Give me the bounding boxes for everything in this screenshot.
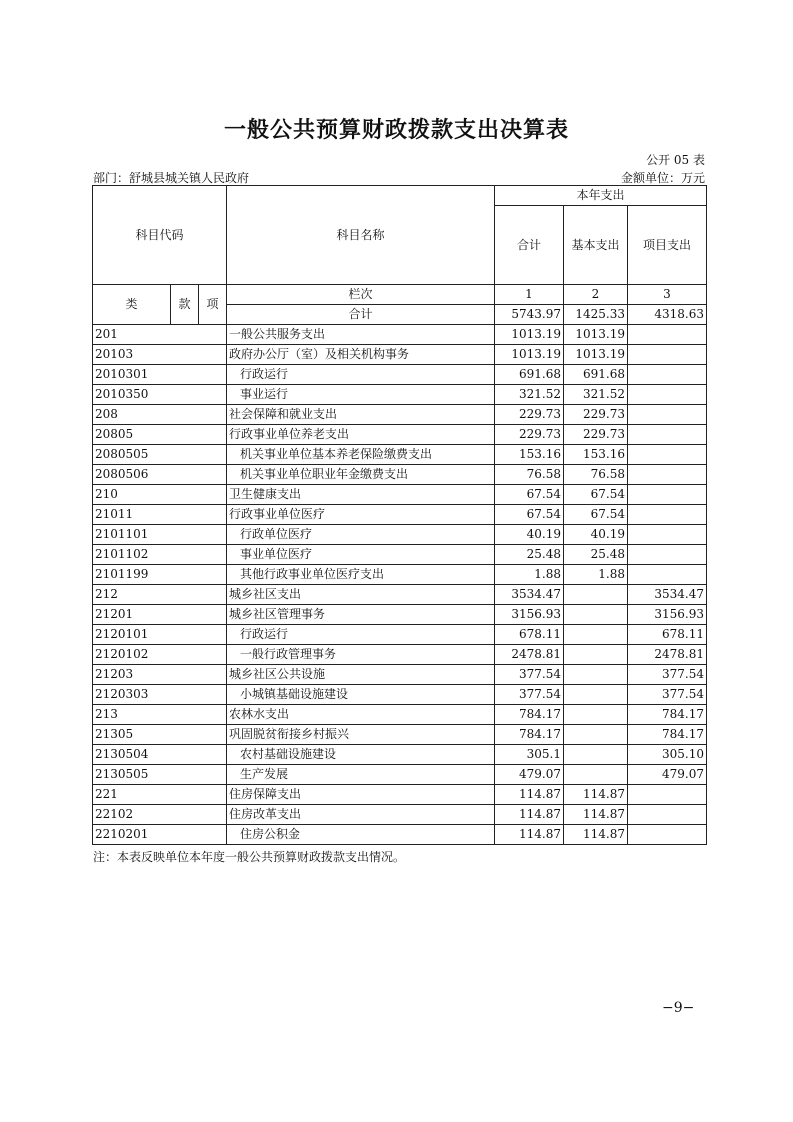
table-row [93,765,707,785]
table-row [93,525,707,545]
table-row [93,505,707,525]
row-total: 1.88 [495,565,564,585]
row-code: 2080505 [93,445,227,465]
row-project [628,325,707,345]
header-section: 款 [171,285,199,325]
row-code: 2130504 [93,745,227,765]
table-row [93,565,707,585]
row-code: 2120303 [93,685,227,705]
row-total: 1013.19 [495,325,564,345]
table-row [93,825,707,845]
row-code: 210 [93,485,227,505]
table-row [93,445,707,465]
row-total: 691.68 [495,365,564,385]
row-total: 377.54 [495,685,564,705]
row-total: 784.17 [495,705,564,725]
row-basic: 40.19 [564,525,628,545]
totals-total: 5743.97 [495,305,564,325]
row-total: 678.11 [495,625,564,645]
totals-label: 合计 [227,305,495,325]
header-project: 项目支出 [628,206,707,285]
row-name: 城乡社区管理事务 [227,605,495,625]
totals-project: 4318.63 [628,305,707,325]
row-name: 行政事业单位养老支出 [227,425,495,445]
table-row [93,705,707,725]
header-column-index: 栏次 [227,285,495,305]
header-item: 项 [199,285,227,325]
row-name: 城乡社区支出 [227,585,495,605]
row-name: 住房公积金 [227,825,495,845]
row-name: 行政运行 [227,365,495,385]
row-basic [564,685,628,705]
department-label: 部门：舒城县城关镇人民政府 [93,171,250,185]
row-project: 784.17 [628,725,707,745]
row-basic [564,645,628,665]
row-project [628,805,707,825]
row-basic: 229.73 [564,405,628,425]
row-name: 生产发展 [227,765,495,785]
row-project [628,545,707,565]
row-total: 76.58 [495,465,564,485]
row-total: 114.87 [495,825,564,845]
row-total: 305.1 [495,745,564,765]
table-row [93,425,707,445]
row-code: 2120102 [93,645,227,665]
row-project [628,445,707,465]
row-total: 229.73 [495,425,564,445]
row-name: 一般公共服务支出 [227,325,495,345]
row-basic: 67.54 [564,485,628,505]
row-code: 21201 [93,605,227,625]
row-total: 321.52 [495,385,564,405]
row-project [628,505,707,525]
table-row [93,785,707,805]
row-name: 事业运行 [227,385,495,405]
row-basic [564,585,628,605]
row-project: 305.10 [628,745,707,765]
row-basic [564,765,628,785]
row-code: 2080506 [93,465,227,485]
row-project: 678.11 [628,625,707,645]
table-row [93,345,707,365]
row-code: 2010301 [93,365,227,385]
row-project: 377.54 [628,665,707,685]
header-name: 科目名称 [227,186,495,285]
row-name: 机关事业单位职业年金缴费支出 [227,465,495,485]
row-basic [564,705,628,725]
row-total: 67.54 [495,505,564,525]
row-name: 农村基础设施建设 [227,745,495,765]
header-col1: 1 [495,285,564,305]
row-basic: 114.87 [564,825,628,845]
table-row [93,545,707,565]
header-total: 合计 [495,206,564,285]
row-project [628,565,707,585]
amount-unit-label: 金额单位：万元 [620,171,705,185]
row-total: 479.07 [495,765,564,785]
table-row [93,725,707,745]
row-project [628,465,707,485]
row-code: 21203 [93,665,227,685]
page-number: −9− [662,1000,695,1016]
row-code: 20805 [93,425,227,445]
header-row-index [93,285,707,305]
table-row [93,465,707,485]
row-total: 153.16 [495,445,564,465]
table-row [93,325,707,345]
row-project [628,825,707,845]
row-code: 2101199 [93,565,227,585]
row-basic: 321.52 [564,385,628,405]
row-code: 201 [93,325,227,345]
row-total: 3534.47 [495,585,564,605]
row-basic: 229.73 [564,425,628,445]
row-total: 67.54 [495,485,564,505]
row-name: 事业单位医疗 [227,545,495,565]
row-basic [564,665,628,685]
form-code: 公开 05 表 [646,153,705,167]
row-name: 其他行政事业单位医疗支出 [227,565,495,585]
table-row [93,805,707,825]
row-project: 479.07 [628,765,707,785]
row-name: 机关事业单位基本养老保险缴费支出 [227,445,495,465]
row-project: 3156.93 [628,605,707,625]
table-row [93,585,707,605]
row-name: 行政事业单位医疗 [227,505,495,525]
row-total: 377.54 [495,665,564,685]
row-basic: 1013.19 [564,345,628,365]
table-row [93,365,707,385]
row-code: 22102 [93,805,227,825]
row-project [628,525,707,545]
row-name: 农林水支出 [227,705,495,725]
header-col2: 2 [564,285,628,305]
totals-basic: 1425.33 [564,305,628,325]
row-name: 一般行政管理事务 [227,645,495,665]
row-total: 784.17 [495,725,564,745]
row-project [628,405,707,425]
row-code: 2210201 [93,825,227,845]
row-total: 3156.93 [495,605,564,625]
row-code: 213 [93,705,227,725]
row-code: 2101102 [93,545,227,565]
row-name: 政府办公厅（室）及相关机构事务 [227,345,495,365]
row-code: 2130505 [93,765,227,785]
row-code: 2101101 [93,525,227,545]
row-name: 住房保障支出 [227,785,495,805]
row-basic [564,605,628,625]
header-code: 科目代码 [93,186,227,285]
row-basic [564,745,628,765]
row-basic: 1.88 [564,565,628,585]
row-basic: 25.48 [564,545,628,565]
row-project [628,425,707,445]
row-basic: 153.16 [564,445,628,465]
row-total: 2478.81 [495,645,564,665]
row-name: 行政运行 [227,625,495,645]
row-basic: 114.87 [564,785,628,805]
footnote: 注：本表反映单位本年度一般公共预算财政拨款支出情况。 [93,850,406,864]
row-code: 208 [93,405,227,425]
row-code: 2120101 [93,625,227,645]
row-basic: 691.68 [564,365,628,385]
row-name: 卫生健康支出 [227,485,495,505]
row-basic: 114.87 [564,805,628,825]
header-year-expenditure: 本年支出 [495,186,707,206]
row-name: 城乡社区公共设施 [227,665,495,685]
table-row [93,605,707,625]
row-name: 社会保障和就业支出 [227,405,495,425]
row-total: 114.87 [495,805,564,825]
row-project: 784.17 [628,705,707,725]
row-basic [564,725,628,745]
row-code: 20103 [93,345,227,365]
row-code: 212 [93,585,227,605]
table-row [93,665,707,685]
row-project [628,485,707,505]
row-project [628,785,707,805]
page-title: 一般公共预算财政拨款支出决算表 [223,118,569,143]
header-basic: 基本支出 [564,206,628,285]
row-project: 2478.81 [628,645,707,665]
row-total: 25.48 [495,545,564,565]
header-class: 类 [93,285,171,325]
row-code: 221 [93,785,227,805]
row-name: 小城镇基础设施建设 [227,685,495,705]
row-total: 114.87 [495,785,564,805]
row-basic: 1013.19 [564,325,628,345]
row-total: 229.73 [495,405,564,425]
row-project [628,385,707,405]
row-basic [564,625,628,645]
table-row [93,405,707,425]
row-code: 21305 [93,725,227,745]
row-project: 377.54 [628,685,707,705]
row-code: 2010350 [93,385,227,405]
row-name: 行政单位医疗 [227,525,495,545]
row-total: 1013.19 [495,345,564,365]
row-name: 巩固脱贫衔接乡村振兴 [227,725,495,745]
table-row [93,385,707,405]
row-project [628,365,707,385]
row-basic: 76.58 [564,465,628,485]
row-project: 3534.47 [628,585,707,605]
row-project [628,345,707,365]
table-row [93,745,707,765]
table-row [93,685,707,705]
table-row [93,485,707,505]
header-col3: 3 [628,285,707,305]
table-row [93,645,707,665]
expenditure-table [92,185,707,845]
row-total: 40.19 [495,525,564,545]
table-row [93,625,707,645]
row-code: 21011 [93,505,227,525]
header-row-1 [93,186,707,206]
row-name: 住房改革支出 [227,805,495,825]
row-basic: 67.54 [564,505,628,525]
